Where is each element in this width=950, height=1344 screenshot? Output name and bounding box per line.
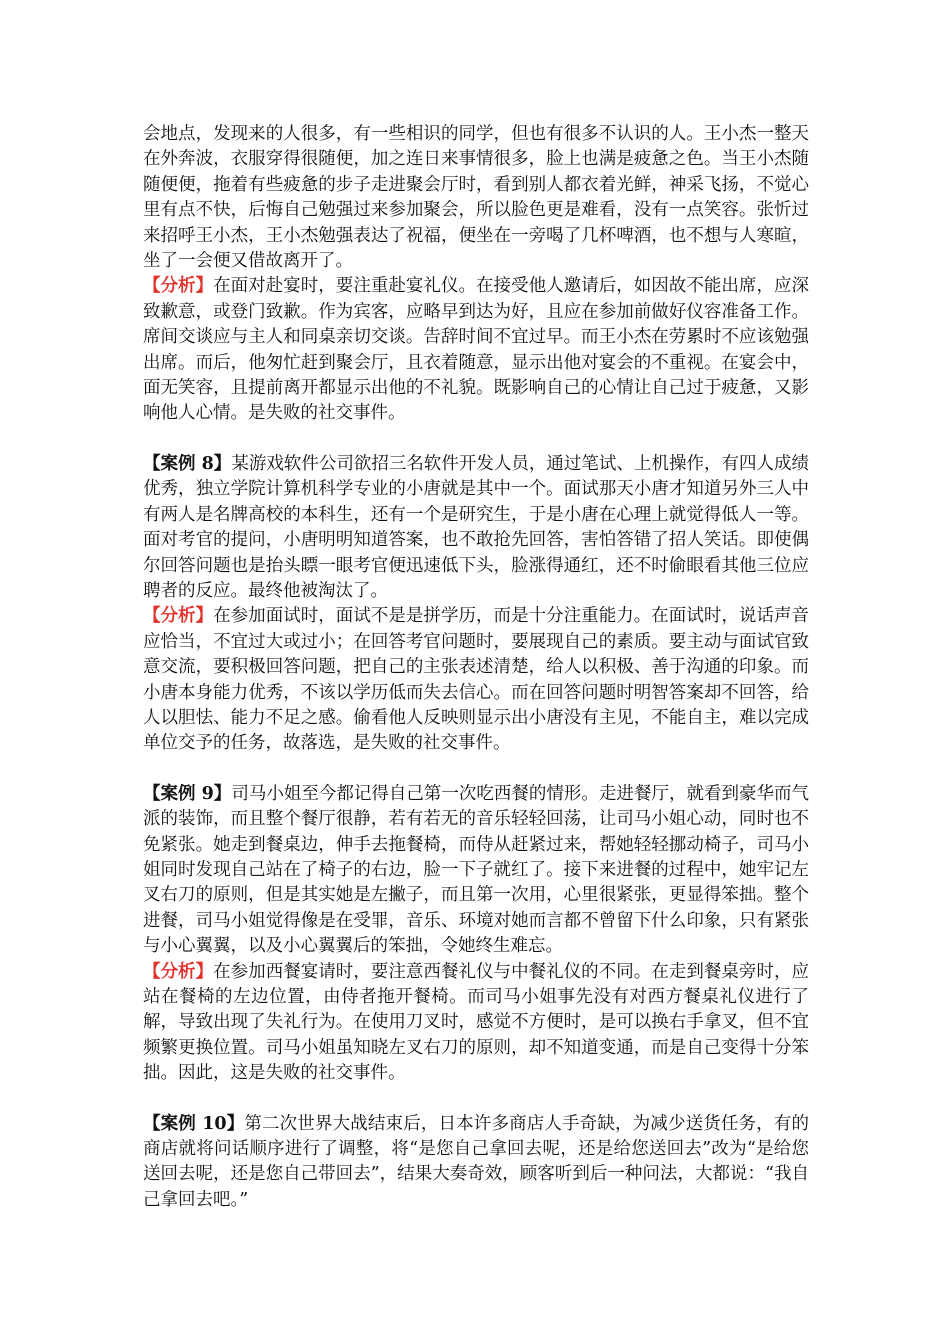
case-9-paragraph: [143, 782, 809, 960]
case-8-paragraph: [143, 452, 809, 604]
case-text: 某游戏软件公司欲招三名软件开发人员，通过笔试、上机操作，有四人成绩优秀，独立学院计算机科学专业的小唐就是其中一个。面试那天小唐才知道另外三人中有两人是名牌高校的本科生，还有一个是研究生，于是小唐在心理上就觉得低人一等。面对考官的提问，小唐明明知道答案，也不敢抢先回答，害怕答错了招人笑话。即使偶尔回答问题也是抬头瞟一眼考官便迅速低下头，脸涨得通红，还不时偷眼看其他三位应聘者的反应。最终他被淘汰了。: [143, 453, 809, 601]
analysis-paragraph-3: [143, 960, 809, 1087]
paragraph-spacer: [143, 427, 809, 452]
analysis-label: 【分析】: [143, 606, 214, 627]
analysis-text: 在面对赴宴时，要注重赴宴礼仪。在接受他人邀请后，如因故不能出席，应深致歉意，或登门致歉。作为宾客，应略早到达为好，且应在参加前做好仪容准备工作。席间交谈应与主人和同桌亲切交谈。告辞时间不宜过早。而王小杰在劳累时不应该勉强出席。而后，他匆忙赶到聚会厅，且衣着随意，显示出他对宴会的不重视。在宴会中，面无笑容，且提前离开都显示出他的不礼貌。既影响自己的心情让自己过于疲惫，又影响他人心情。是失败的社交事件。: [143, 276, 809, 424]
analysis-text: 在参加面试时，面试不是是拼学历，而是十分注重能力。在面试时，说话声音应恰当，不宜过大或过小；在回答考官问题时，要展现自己的素质。要主动与面试官致意交流，要积极回答问题，把自己的主张表述清楚，给人以积极、善于沟通的印象。而小唐本身能力优秀，不该以学历低而失去信心。而在回答问题时明智答案却不回答，给人以胆怯、能力不足之感。偷看他人反映则显示出小唐没有主见，不能自主，难以完成单位交予的任务，故落选，是失败的社交事件。: [143, 606, 809, 754]
story-paragraph: 会地点，发现来的人很多，有一些相识的同学，但也有很多不认识的人。王小杰一整天在外奔波，衣服穿得很随便，加之连日来事情很多，脸上也满是疲惫之色。当王小杰随随便便，拖着有些疲惫的步子走进聚会厅时，看到别人都衣着光鲜，神采飞扬，不觉心里有点不快，后悔自己勉强过来参加聚会，所以脸色更是难看，没有一点笑容。张忻过来招呼王小杰，王小杰勉强表达了祝福，便坐在一旁喝了几杯啤酒，也不想与人寒暄，坐了一会便又借故离开了。: [143, 124, 809, 272]
case-label: 【案例 8】: [143, 453, 232, 474]
case-text: 第二次世界大战结束后，日本许多商店人手奇缺，为减少送货任务，有的商店就将问话顺序进行了调整，将“是您自己拿回去呢，还是给您送回去”改为“是给您送回去呢，还是您自己带回去”，结果大奏奇效，顾客听到后一种问法，大都说：“我自己拿回去吧。”: [143, 1113, 810, 1210]
analysis-label: 【分析】: [143, 961, 214, 982]
case-text: 司马小姐至今都记得自己第一次吃西餐的情形。走进餐厅，就看到豪华而气派的装饰，而且整个餐厅很静，若有若无的音乐轻轻回荡，让司马小姐心动，同时也不免紧张。她走到餐桌边，伸手去拖餐椅，而侍从赶紧过来，帮她轻轻挪动椅子，司马小姐同时发现自己站在了椅子的右边，脸一下子就红了。接下来进餐的过程中，她牢记左叉右刀的原则，但是其实她是左撇子，而且第一次用，心里很紧张，更显得笨拙。整个进餐，司马小姐觉得像是在受罪，音乐、环境对她而言都不曾留下什么印象，只有紧张与小心翼翼，以及小心翼翼后的笨拙，令她终生难忘。: [143, 783, 809, 957]
paragraph-spacer: [143, 1087, 809, 1112]
analysis-text: 在参加西餐宴请时，要注意西餐礼仪与中餐礼仪的不同。在走到餐桌旁时，应站在餐椅的左边位置，由侍者拖开餐椅。而司马小姐事先没有对西方餐桌礼仪进行了解，导致出现了失礼行为。在使用刀叉时，感觉不方便时，是可以换右手拿叉，但不宜频繁更换位置。司马小姐虽知晓左叉右刀的原则，却不知道变通，而是自己变得十分笨拙。因此，这是失败的社交事件。: [143, 961, 809, 1084]
analysis-paragraph-1: [143, 274, 809, 426]
analysis-paragraph-2: [143, 604, 809, 756]
case-label: 【案例 9】: [143, 783, 232, 804]
case-label: 【案例 10】: [143, 1113, 245, 1134]
paragraph-spacer: [143, 757, 809, 782]
document-page: [143, 122, 809, 1213]
analysis-label: 【分析】: [143, 276, 214, 297]
case-10-paragraph: [143, 1112, 809, 1214]
